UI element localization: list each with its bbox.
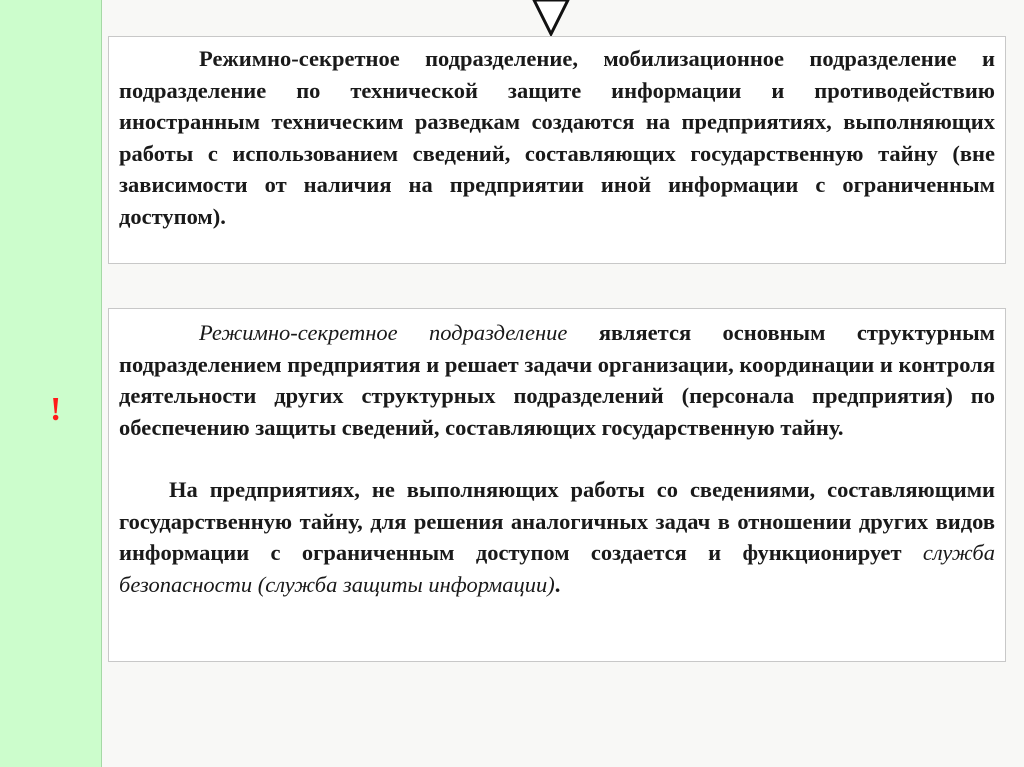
term-security-service: служба безопасности (служба защиты информации) <box>119 540 995 597</box>
paragraph-secret-unit-role <box>119 317 995 443</box>
paragraph-units-creation: Режимно-секретное подразделение, мобилизационное подразделение и подразделение по технической защите информации и противодействию иностранным техническим разведкам создаются на предприятиях, выполняющих работы с использованием сведений, составляющих государственную тайну (вне зависимости от наличия на предприятии иной информации с ограниченным доступом). <box>119 46 995 229</box>
info-panel-2 <box>108 308 1006 662</box>
info-panel-1 <box>108 36 1006 264</box>
paragraph-secret-unit-text: является основным структурным подразделением предприятия и решает задачи организации, координации и контроля деятельности других структурных подразделений (персонала предприятия) по обеспечению защиты сведений, составляющих государственную тайну. <box>119 320 995 440</box>
arrow-down-icon <box>530 0 572 36</box>
left-decorative-band <box>0 0 102 767</box>
paragraph-gap <box>119 443 995 474</box>
paragraph-security-service <box>119 474 995 600</box>
term-secret-unit: Режимно-секретное подразделение <box>199 320 568 345</box>
paragraph-end-period: . <box>554 571 561 597</box>
exclamation-mark: ! <box>50 391 62 428</box>
paragraph-security-service-text: На предприятиях, не выполняющих работы со сведениями, составляющими государственную тайну, для решения аналогичных задач в отношении других видов информации с ограниченным доступом создается и функционирует <box>119 477 995 565</box>
